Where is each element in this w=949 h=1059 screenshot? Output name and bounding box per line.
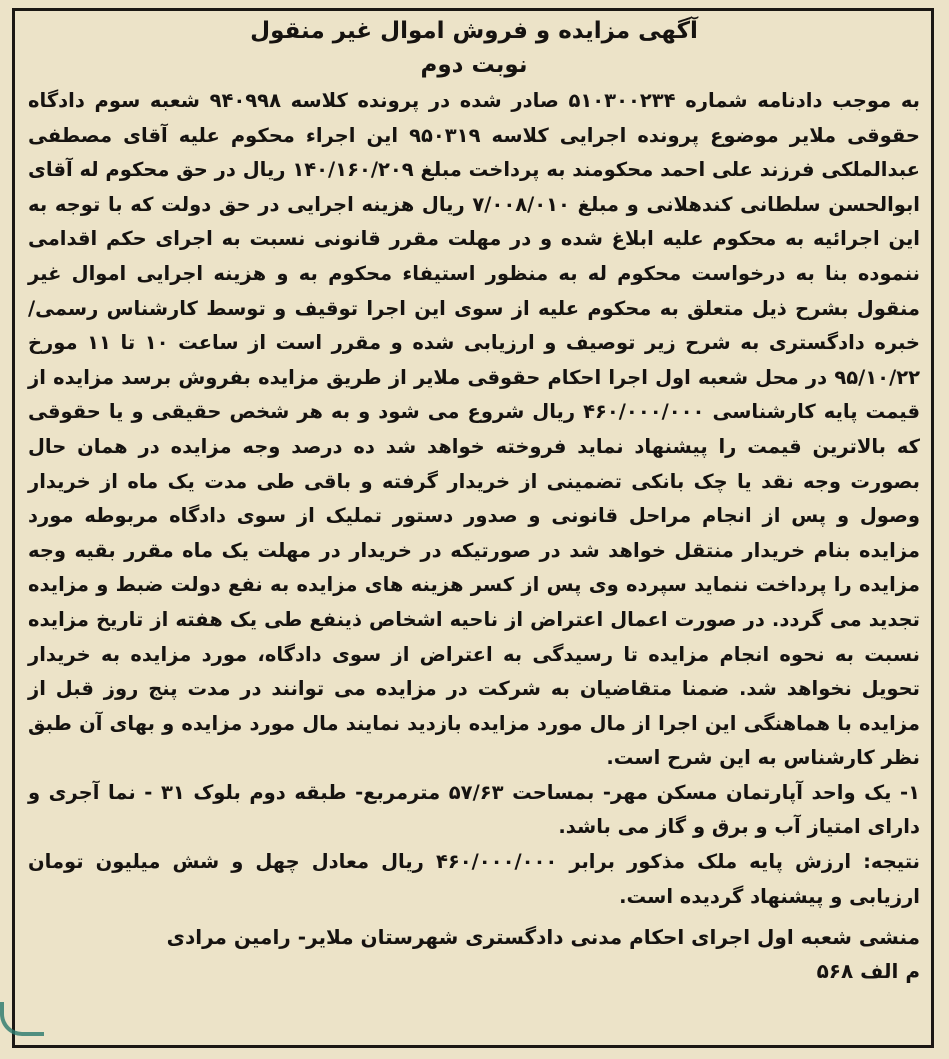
notice-subtitle: نوبت دوم <box>420 52 528 78</box>
corner-stamp-mark <box>0 1002 44 1036</box>
notice-body: به موجب دادنامه شماره ۵۱۰۳۰۰۲۳۴ صادر شده در پرونده کلاسه ۹۴۰۹۹۸ شعبه سوم دادگاه حقوقی ملایر موضوع پرونده اجرایی کلاسه ۹۵۰۳۱۹ این اجراء محکوم علیه آقای مصطفی عبدالملکی فرزند علی احمد محکومند به پرداخت مبلغ ۱۴۰/۱۶۰/۲۰۹ ریال در حق محکوم له آقای ابوالحسن سلطانی کندهلانی و مبلغ ۷/۰۰۸/۰۱۰ ریال هزینه اجرایی در حق دولت که با توجه به این اجرائیه به محکوم علیه ابلاغ شده و در مهلت مقرر قانونی نسبت به اجرای حکم اقدامی ننموده بنا به درخواست محکوم له به منظور استیفاء محکوم به و هزینه اجرایی اموال غیر منقول بشرح ذیل متعلق به محکوم علیه از سوی این اجرا توقیف و توسط کارشناس رسمی/ خبره دادگستری به شرح زیر توصیف و ارزیابی شده و مقرر است از ساعت ۱۰ تا ۱۱ مورخ ۹۵/۱۰/۲۲ در محل شعبه اول اجرا احکام حقوقی ملایر از طریق مزایده بفروش برسد مزایده از قیمت پایه کارشناسی ۴۶۰/۰۰۰/۰۰۰ ریال شروع می شود و به هر شخص حقیقی و یا حقوقی که بالاترین قیمت را پیشنهاد نماید فروخته خواهد شد ده درصد وجه مزایده در همان حال بصورت وجه نقد یا چک بانکی تضمینی از خریدار گرفته و باقی طی مدت یک ماه از خریدار وصول و پس از انجام مراحل قانونی و صدور دستور تملیک از سوی دادگاه مربوطه مورد مزایده بنام خریدار منتقل خواهد شد در صورتیکه در خریدار در مهلت یک ماه مقرر بقیه وجه مزایده را پرداخت ننماید سپرده وی پس از کسر هزینه های مزایده به نفع دولت ضبط و مزایده تجدید می گردد. در صورت اعمال اعتراض از ناحیه اشخاص ذینفع طی یک هفته از تاریخ مزایده نسبت به نحوه انجام مزایده تا رسیدگی به اعتراض از سوی دادگاه، مورد مزایده به خریدار تحویل نخواهد شد. ضمنا متقاضیان به شرکت در مزایده می توانند در مدت پنج روز قبل از مزایده با هماهنگی این اجرا از مال مورد مزایده بازدید نمایند مال مورد مزایده و بهای آن طبق نظر کارشناس به این شرح است. <box>28 89 921 770</box>
appraisal-result: نتیجه: ارزش پایه ملک مذکور برابر ۴۶۰/۰۰۰/۰۰۰ ریال معادل چهل و شش میلیون تومان ارزیابی و پیشنهاد گردیده است. <box>28 850 920 908</box>
property-item: ۱- یک واحد آپارتمان مسکن مهر- بمساحت ۵۷/۶۳ مترمربع- طبقه دوم بلوک ۳۱ - نما آجری و دارای امتیاز آب و برق و گاز می باشد. <box>28 780 921 839</box>
notice-content <box>28 14 920 988</box>
signature-line: منشی شعبه اول اجرای احکام مدنی دادگستری شهرستان ملایر- رامین مرادی <box>166 925 920 950</box>
publication-code: م الف ۵۶۸ <box>816 959 920 984</box>
notice-title: آگهی مزایده و فروش اموال غیر منقول <box>250 18 698 44</box>
